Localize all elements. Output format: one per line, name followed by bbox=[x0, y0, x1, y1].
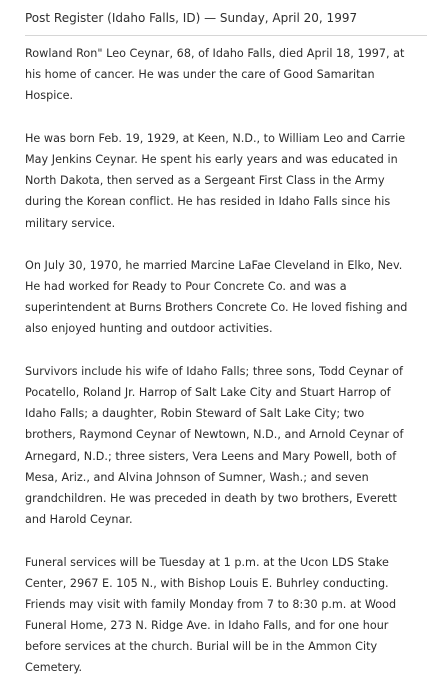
text-line: grandchildren. He was preceded in death by two brothers, Everett bbox=[25, 491, 397, 505]
text-line: his home of cancer. He was under the care of Good Samaritan bbox=[25, 68, 375, 82]
text-line: Mesa, Ariz., and Alvina Johnson of Sumner, Wash.; and seven bbox=[25, 470, 369, 484]
text-line: also enjoyed hunting and outdoor activities. bbox=[25, 322, 273, 336]
text-line: Idaho Falls; a daughter, Robin Steward of Salt Lake City; two bbox=[25, 407, 365, 421]
text-line: Rowland Ron" Leo Ceynar, 68, of Idaho Falls, died April 18, 1997, at bbox=[25, 47, 405, 60]
paragraph-death bbox=[25, 43, 425, 107]
text-line: Pocatello, Roland Jr. Harrop of Salt Lake City and Stuart Harrop of bbox=[25, 386, 391, 399]
text-line: Funeral services will be Tuesday at 1 p.m. at the Ucon LDS Stake bbox=[25, 555, 389, 569]
text-line: superintendent at Burns Brothers Concrete Co. He loved fishing and bbox=[25, 301, 408, 315]
source-line: Post Register (Idaho Falls, ID) — Sunday, April 20, 1997 bbox=[25, 11, 358, 25]
source-header bbox=[25, 8, 427, 36]
paragraph-marriage bbox=[25, 255, 425, 340]
text-line: Cemetery. bbox=[25, 661, 83, 675]
text-line: He was born Feb. 19, 1929, at Keen, N.D., to William Leo and Carrie bbox=[25, 131, 406, 145]
text-line: Arnegard, N.D.; three sisters, Vera Leens and Mary Powell, both of bbox=[25, 449, 397, 463]
text-line: May Jenkins Ceynar. He spent his early years and was educated in bbox=[25, 152, 398, 166]
text-line: before services at the church. Burial will be in the Ammon City bbox=[25, 640, 378, 654]
text-line: during the Korean conflict. He has resided in Idaho Falls since his bbox=[25, 195, 391, 209]
text-line: North Dakota, then served as a Sergeant First Class in the Army bbox=[25, 174, 385, 188]
article-body bbox=[25, 43, 425, 700]
paragraph-birth bbox=[25, 128, 425, 234]
paragraph-services bbox=[25, 552, 425, 679]
text-line: He had worked for Ready to Pour Concrete Co. and was a bbox=[25, 280, 347, 294]
text-line: On July 30, 1970, he married Marcine LaFae Cleveland in Elko, Nev. bbox=[25, 258, 403, 272]
text-line: Survivors include his wife of Idaho Falls; three sons, Todd Ceynar of bbox=[25, 364, 403, 378]
text-line: military service. bbox=[25, 216, 116, 230]
text-line: Funeral Home, 273 N. Ridge Ave. in Idaho Falls, and for one hour bbox=[25, 619, 389, 633]
paragraph-survivors bbox=[25, 361, 425, 531]
text-line: brothers, Raymond Ceynar of Newtown, N.D., and Arnold Ceynar of bbox=[25, 428, 404, 442]
text-line: Hospice. bbox=[25, 89, 74, 103]
text-line: and Harold Ceynar. bbox=[25, 513, 133, 527]
text-line: Friends may visit with family Monday from 7 to 8:30 p.m. at Wood bbox=[25, 597, 397, 611]
text-line: Center, 2967 E. 105 N., with Bishop Louis E. Buhrley conducting. bbox=[25, 576, 389, 590]
